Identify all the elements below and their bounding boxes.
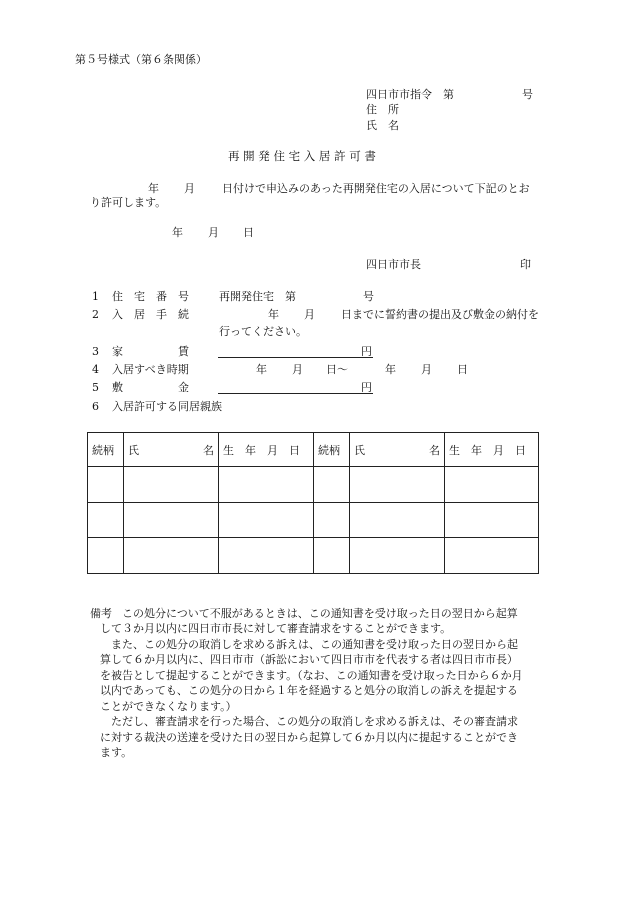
- item-2-line2: 行ってください。: [219, 325, 307, 338]
- table-cell[interactable]: [314, 538, 350, 574]
- remarks-line: に対する裁決の送達を受けた日の翌日から起算して６か月以内に提起することができ: [100, 731, 518, 744]
- item-3-label: 家 賃: [112, 345, 189, 358]
- item-1-label: 住 宅 番 号: [112, 290, 189, 303]
- issuer-seal: 印: [520, 258, 531, 271]
- table-header-row: [88, 433, 539, 467]
- item-4-d2-month: 月: [421, 363, 432, 376]
- remarks-line: 以内であっても、この処分の日から１年を経過すると処分の取消しの訴えを提起する: [100, 684, 518, 697]
- item-2-text: 日までに誓約書の提出及び敷金の納付を: [341, 308, 539, 321]
- table-row: [88, 502, 539, 538]
- name-label: 氏 名: [366, 119, 399, 132]
- family-table: [87, 432, 539, 574]
- table-cell[interactable]: [124, 502, 219, 538]
- table-cell[interactable]: [124, 538, 219, 574]
- intro-year: 年: [148, 182, 159, 195]
- item-1-value-a: 再開発住宅 第: [219, 290, 296, 303]
- intro-month: 月: [184, 182, 195, 195]
- remarks-line: ことができなくなります。）: [100, 700, 237, 713]
- item-2-year: 年: [268, 308, 279, 321]
- item-2-label: 入 居 手 続: [112, 308, 189, 321]
- table-cell[interactable]: [350, 538, 445, 574]
- form-number: 第５号様式（第６条関係）: [75, 53, 207, 66]
- item-5-label: 敷 金: [112, 381, 189, 394]
- remarks-line: して３か月以内に四日市市長に対して審査請求をすることができます。: [100, 622, 452, 635]
- item-5-unit: 円: [361, 381, 372, 394]
- header-birthdate-2: 生 年 月 日: [445, 433, 539, 467]
- table-cell[interactable]: [350, 502, 445, 538]
- table-row: [88, 467, 539, 503]
- header-relation-2: 続柄: [314, 433, 350, 467]
- table-cell[interactable]: [219, 467, 314, 503]
- table-row: [88, 538, 539, 574]
- table-cell[interactable]: [219, 538, 314, 574]
- ref-suffix: 号: [522, 88, 533, 101]
- document-title: 再 開 発 住 宅 入 居 許 可 書: [228, 149, 376, 163]
- item-3-unit: 円: [361, 345, 372, 358]
- table-cell[interactable]: [445, 467, 539, 503]
- intro-line2: り許可します。: [90, 196, 167, 209]
- table-cell[interactable]: [445, 502, 539, 538]
- item-5-num: 5: [92, 381, 99, 394]
- address-label: 住 所: [366, 103, 399, 116]
- item-4-d2-day: 日: [457, 363, 468, 376]
- header-name-1: 氏 名: [124, 433, 219, 467]
- table-cell[interactable]: [314, 502, 350, 538]
- table-cell[interactable]: [88, 467, 124, 503]
- item-1-value-b: 号: [363, 290, 374, 303]
- table-cell[interactable]: [88, 538, 124, 574]
- header-birthdate-1: 生 年 月 日: [219, 433, 314, 467]
- date-day: 日: [243, 226, 254, 239]
- table-cell[interactable]: [219, 502, 314, 538]
- remarks-line: 算して６か月以内に、四日市市（訴訟において四日市市を代表する者は四日市市長）: [100, 653, 518, 666]
- item-4-label: 入居すべき時期: [112, 363, 189, 376]
- issuer-mayor: 四日市市長: [366, 258, 421, 271]
- remarks-line: また、この処分の取消しを求める訴えは、この通知書を受け取った日の翌日から起: [111, 638, 518, 651]
- remarks-line: ただし、審査請求を行った場合、この処分の取消しを求める訴えは、その審査請求: [111, 715, 518, 728]
- table-cell[interactable]: [314, 467, 350, 503]
- intro-text: 日付けで申込みのあった再開発住宅の入居について下記のとお: [222, 182, 530, 195]
- remarks-line: ます。: [100, 746, 133, 759]
- remarks-line: を被告として提起することができます。（なお、この通知書を受け取った日から６か月: [100, 669, 523, 682]
- remarks-line: この処分について不服があるときは、この通知書を受け取った日の翌日から起算: [122, 607, 518, 620]
- item-3-num: 3: [92, 345, 99, 358]
- ref-label: 四日市市指令 第: [366, 88, 454, 101]
- table-cell[interactable]: [350, 467, 445, 503]
- header-relation-1: 続柄: [88, 433, 124, 467]
- item-6-num: 6: [92, 400, 99, 413]
- deposit-underline: [218, 393, 373, 394]
- item-1-num: 1: [92, 290, 99, 303]
- item-4-d1-day: 日～: [326, 363, 348, 376]
- item-4-d2-year: 年: [385, 363, 396, 376]
- table-cell[interactable]: [445, 538, 539, 574]
- item-2-month: 月: [304, 308, 315, 321]
- item-4-d1-month: 月: [292, 363, 303, 376]
- date-month: 月: [208, 226, 219, 239]
- item-4-d1-year: 年: [256, 363, 267, 376]
- header-name-2: 氏 名: [350, 433, 445, 467]
- item-6-label: 入居許可する同居親族: [112, 400, 222, 413]
- item-4-num: 4: [92, 363, 99, 376]
- table-cell[interactable]: [88, 502, 124, 538]
- date-year: 年: [172, 226, 183, 239]
- rent-underline: [218, 357, 373, 358]
- remarks-label: 備考: [90, 607, 112, 620]
- item-2-num: 2: [92, 308, 99, 321]
- table-cell[interactable]: [124, 467, 219, 503]
